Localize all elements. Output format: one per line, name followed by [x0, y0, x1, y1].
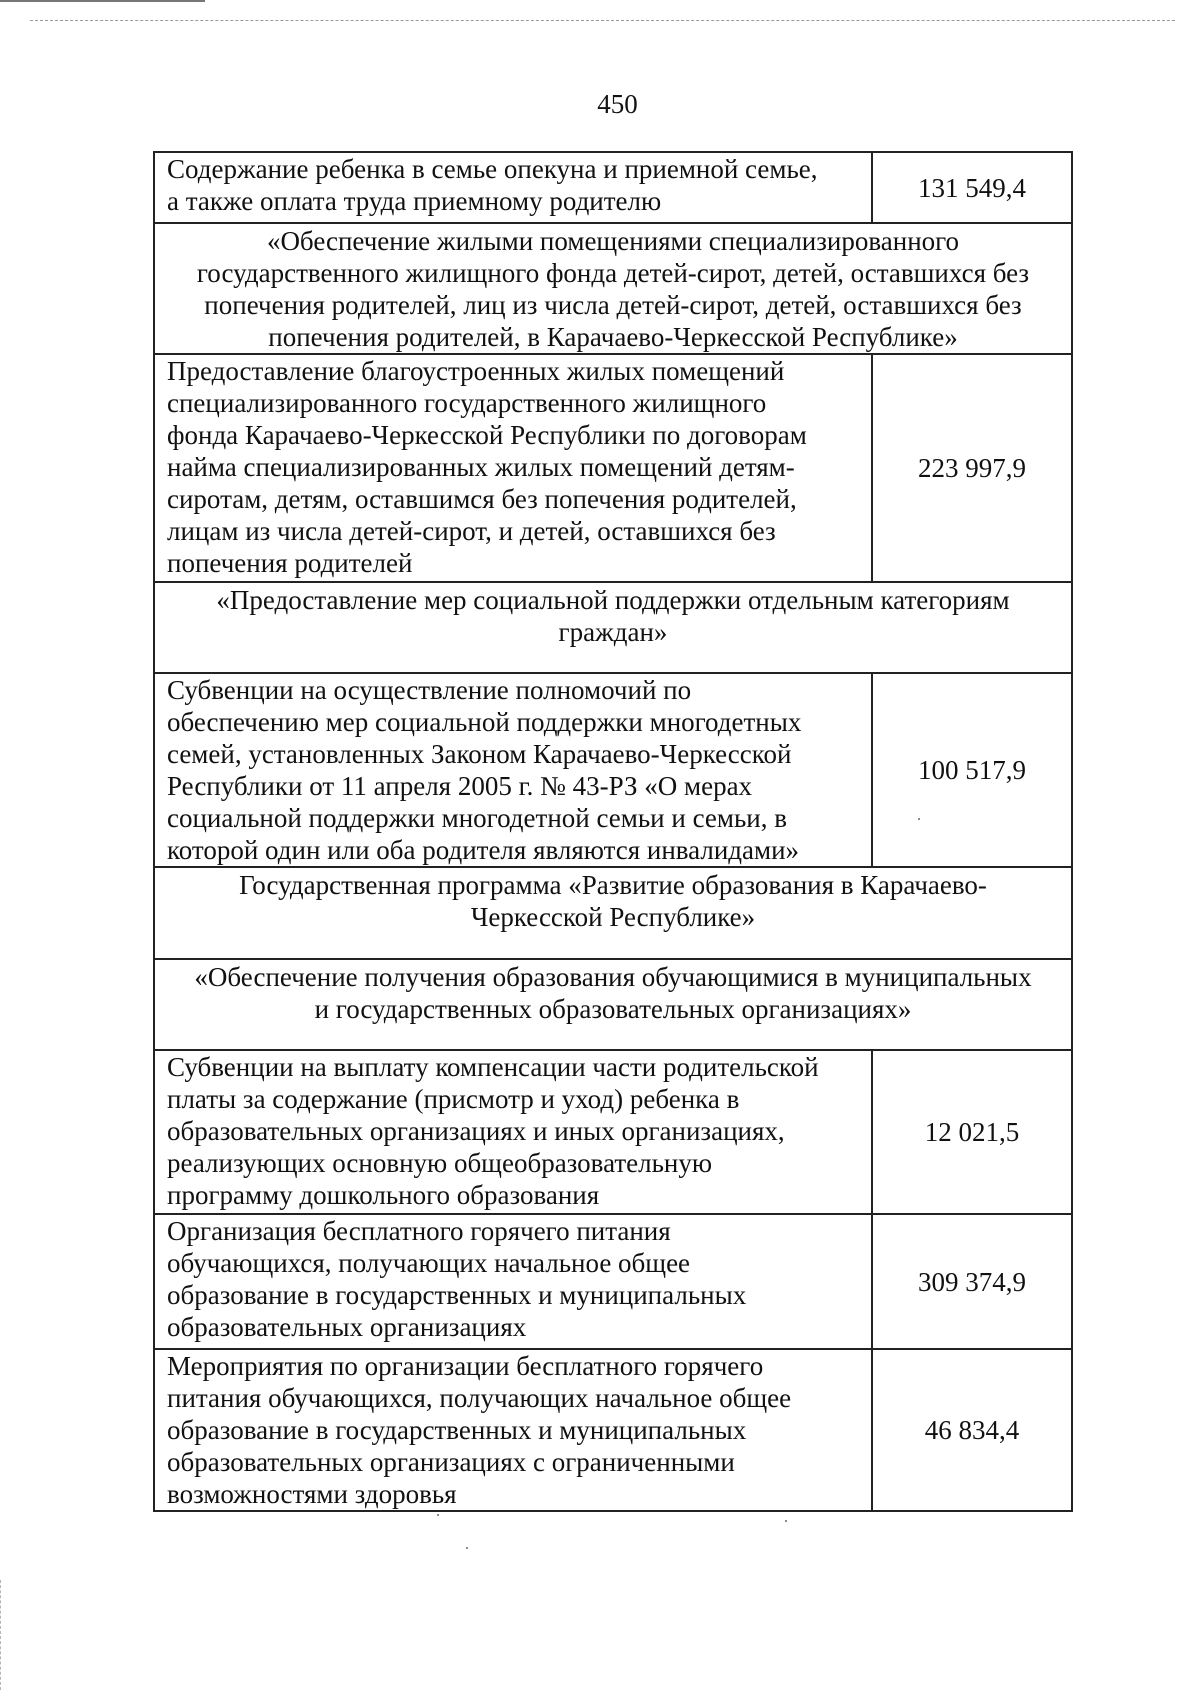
table-row [154, 152, 1072, 223]
scan-speck [918, 818, 920, 820]
text-line: специализированного государственного жилищного [167, 388, 767, 418]
table-row [154, 1214, 1072, 1349]
section-title-cell [154, 867, 1072, 959]
text-line: Содержание ребенка в семье опекуна и приемной семье, [167, 154, 818, 184]
text-line: которой один или оба родителя являются инвалидами» [167, 835, 800, 865]
section-header-row [154, 867, 1072, 959]
table-row [154, 1349, 1072, 1511]
section-title-cell [154, 959, 1072, 1050]
page-number: 450 [597, 89, 638, 119]
table-row [154, 673, 1072, 867]
text-line: Субвенции на выплату компенсации части родительской [167, 1052, 819, 1082]
item-description-cell [154, 354, 872, 582]
text-line: «Обеспечение жилыми помещениями специализированного [266, 226, 960, 256]
section-title-cell [154, 223, 1072, 354]
text-line: образовательных организациях [167, 1312, 527, 1342]
text-line: граждан» [558, 617, 668, 647]
text-line: обеспечению мер социальной поддержки многодетных [167, 707, 802, 737]
text-line: семей, установленных Законом Карачаево-Черкесской [167, 739, 792, 769]
section-header-row [154, 582, 1072, 673]
text-line: и государственных образовательных организациях» [314, 994, 912, 1024]
text-line: попечения родителей, лиц из числа детей-сирот, детей, оставшихся без [204, 290, 1022, 320]
text-line: Государственная программа «Развитие образования в Карачаево- [239, 870, 987, 900]
text-line: Организация бесплатного горячего питания [167, 1216, 671, 1246]
text-line: Предоставление благоустроенных жилых помещений [167, 356, 785, 386]
text-line: «Обеспечение получения образования обучающимися в муниципальных [194, 962, 1032, 992]
amount-cell: 309 374,9 [872, 1214, 1072, 1349]
text-line: питания обучающихся, получающих начальное общее [167, 1383, 792, 1413]
text-line: платы за содержание (присмотр и уход) ребенка в [167, 1084, 740, 1114]
text-line: реализующих основную общеобразовательную [167, 1148, 713, 1178]
text-line: Субвенции на осуществление полномочий по [167, 675, 692, 705]
amount-cell: 12 021,5 [872, 1050, 1072, 1214]
section-header-row [154, 959, 1072, 1050]
scan-speck [785, 1520, 787, 1522]
table-row [154, 1050, 1072, 1214]
text-line: а также оплата труда приемному родителю [167, 186, 662, 216]
table-row [154, 354, 1072, 582]
text-line: попечения родителей, в Карачаево-Черкесской Республике» [268, 322, 958, 352]
text-line: программу дошкольного образования [167, 1180, 600, 1210]
section-title-cell [154, 582, 1072, 673]
text-line: Черкесской Республике» [470, 902, 756, 932]
text-line: фонда Карачаево-Черкесской Республики по договорам [167, 420, 807, 450]
scan-artifact-top-line [30, 20, 1175, 21]
text-line: образовательных организациях и иных организациях, [167, 1116, 785, 1146]
item-description-cell [154, 673, 872, 867]
item-description-cell [154, 152, 872, 223]
text-line: Мероприятия по организации бесплатного горячего [167, 1351, 764, 1381]
item-description-cell [154, 1349, 872, 1511]
scan-artifact-left-edge [0, 1580, 1, 1690]
text-line: попечения родителей [167, 548, 413, 578]
text-line: обучающихся, получающих начальное общее [167, 1248, 691, 1278]
text-line: социальной поддержки многодетной семьи и семьи, в [167, 803, 787, 833]
text-line: Республики от 11 апреля 2005 г. № 43-РЗ «О мерах [167, 771, 753, 801]
text-line: сиротам, детям, оставшимся без попечения родителей, [167, 484, 797, 514]
table-body [154, 152, 1072, 1511]
item-description-cell [154, 1214, 872, 1349]
scan-speck [466, 1547, 468, 1549]
scan-artifact-corner-line [0, 0, 205, 2]
amount-cell: 223 997,9 [872, 354, 1072, 582]
text-line: найма специализированных жилых помещений детям- [167, 452, 795, 482]
amount-cell: 46 834,4 [872, 1349, 1072, 1511]
text-line: образование в государственных и муниципальных [167, 1280, 747, 1310]
text-line: возможностями здоровья [167, 1479, 457, 1509]
amount-cell: 131 549,4 [872, 152, 1072, 223]
text-line: образование в государственных и муниципальных [167, 1415, 747, 1445]
text-line: «Предоставление мер социальной поддержки отдельным категориям [216, 585, 1010, 615]
text-line: государственного жилищного фонда детей-сирот, детей, оставшихся без [196, 258, 1030, 288]
amount-cell: 100 517,9 [872, 673, 1072, 867]
text-line: образовательных организациях с ограниченными [167, 1447, 735, 1477]
text-line: лицам из числа детей-сирот, и детей, оставшихся без [167, 516, 776, 546]
item-description-cell [154, 1050, 872, 1214]
scan-speck [437, 1514, 439, 1516]
budget-allocation-table [153, 151, 1073, 1512]
section-header-row [154, 223, 1072, 354]
